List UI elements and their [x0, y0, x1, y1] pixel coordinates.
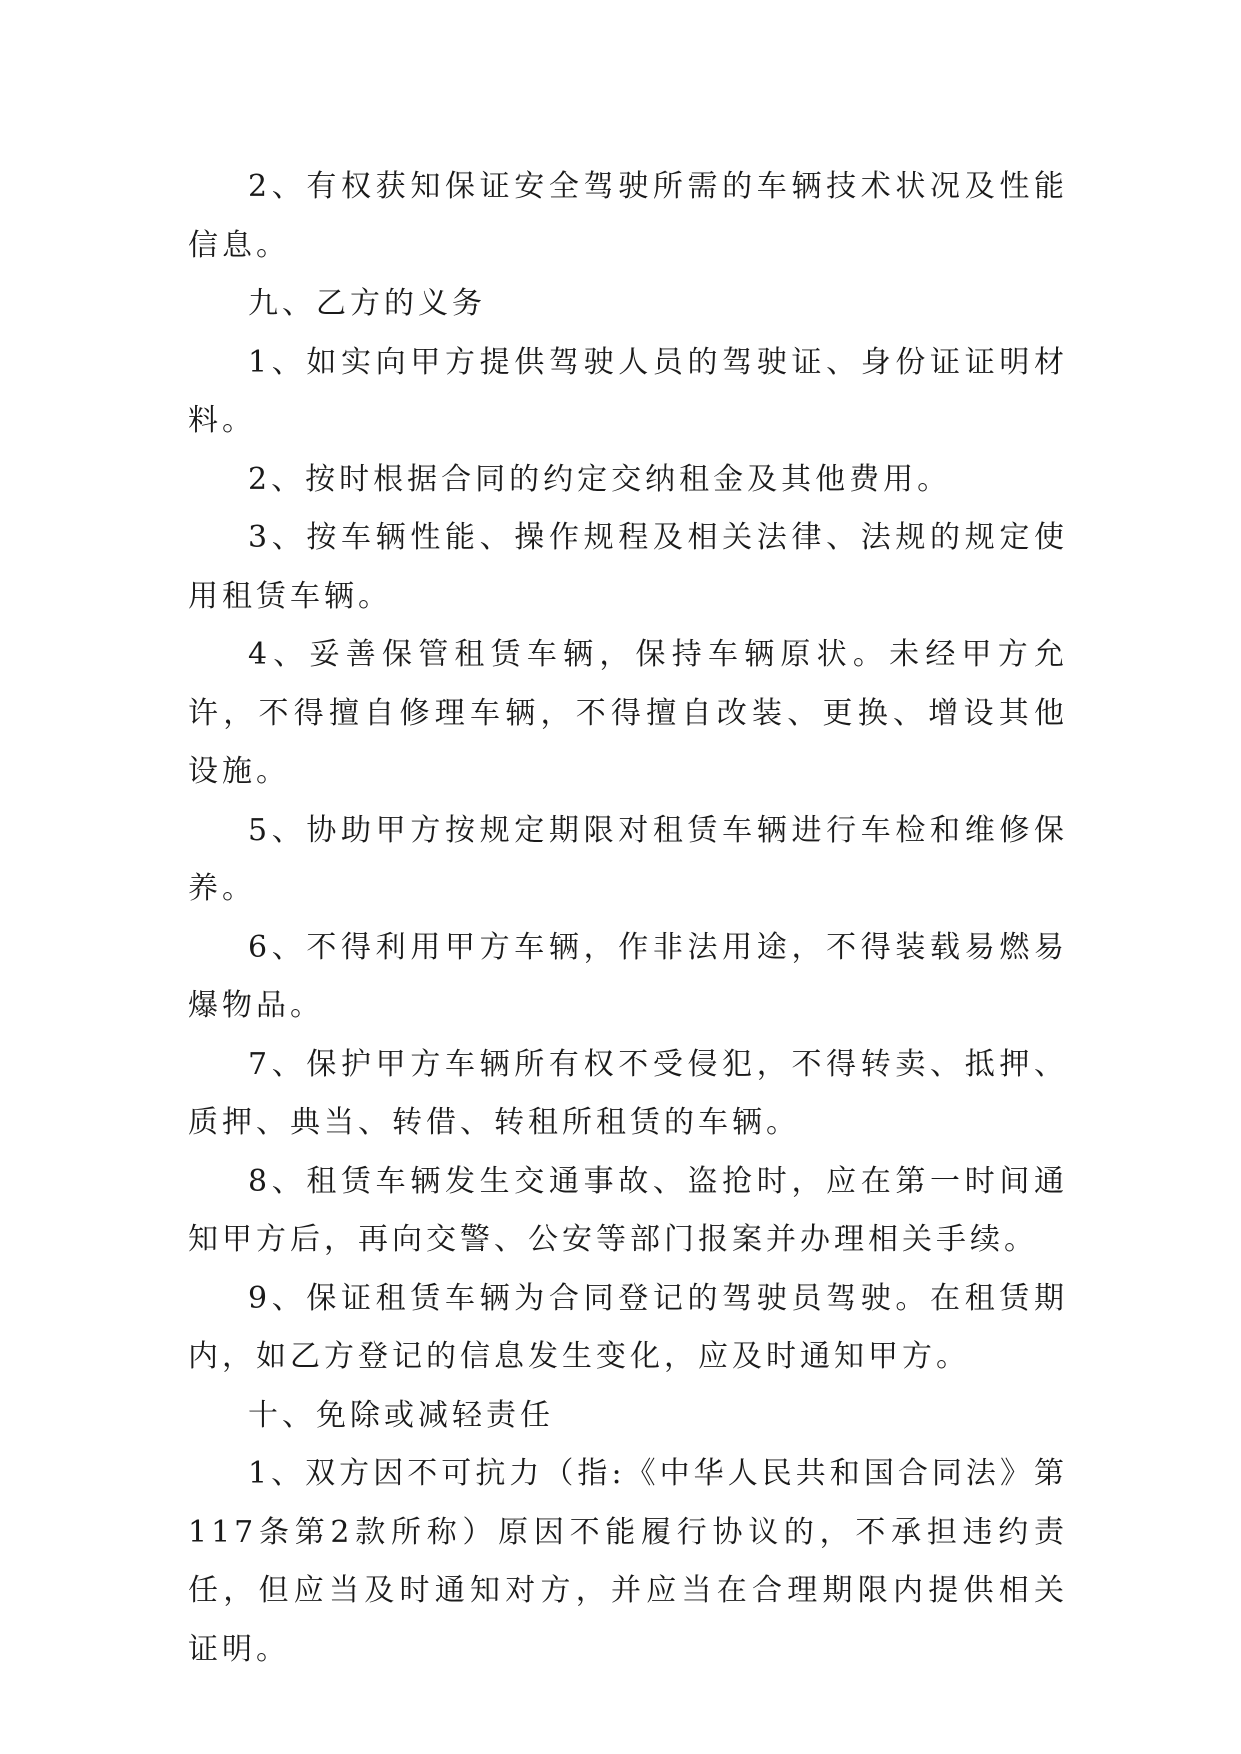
- paragraph-rights-2: 2、有权获知保证安全驾驶所需的车辆技术状况及性能信息。: [188, 169, 1068, 263]
- paragraph-exemption-1: 1、双方因不可抗力（指:《中华人民共和国合同法》第117条第2款所称）原因不能履行协议的，不承担违约责任，但应当及时通知对方，并应当在合理期限内提供相关证明。: [188, 1456, 1068, 1667]
- paragraph-obligation-5: 5、协助甲方按规定期限对租赁车辆进行车检和维修保养。: [188, 812, 1068, 906]
- paragraph-obligation-3: 3、按车辆性能、操作规程及相关法律、法规的规定使用租赁车辆。: [188, 520, 1068, 614]
- paragraph-obligation-1: 1、如实向甲方提供驾驶人员的驾驶证、身份证证明材料。: [188, 344, 1068, 438]
- paragraph-obligation-8: 8、租赁车辆发生交通事故、盗抢时，应在第一时间通知甲方后，再向交警、公安等部门报案并办理相关手续。: [188, 1163, 1068, 1257]
- paragraph-obligation-6: 6、不得利用甲方车辆，作非法用途，不得装载易燃易爆物品。: [188, 929, 1068, 1023]
- section-heading-party-b-obligations: 九、乙方的义务: [248, 286, 486, 321]
- document-body: [188, 158, 1068, 1679]
- paragraph-obligation-9: 9、保证租赁车辆为合同登记的驾驶员驾驶。在租赁期内，如乙方登记的信息发生变化，应及时通知甲方。: [188, 1280, 1068, 1374]
- paragraph-obligation-2: 2、按时根据合同的约定交纳租金及其他费用。: [248, 461, 952, 497]
- paragraph-obligation-7: 7、保护甲方车辆所有权不受侵犯，不得转卖、抵押、质押、典当、转借、转租所租赁的车辆。: [188, 1046, 1068, 1140]
- section-heading-liability-exemption: 十、免除或减轻责任: [248, 1397, 554, 1433]
- paragraph-obligation-4: 4、妥善保管租赁车辆，保持车辆原状。未经甲方允许，不得擅自修理车辆，不得擅自改装、更换、增设其他设施。: [188, 637, 1068, 789]
